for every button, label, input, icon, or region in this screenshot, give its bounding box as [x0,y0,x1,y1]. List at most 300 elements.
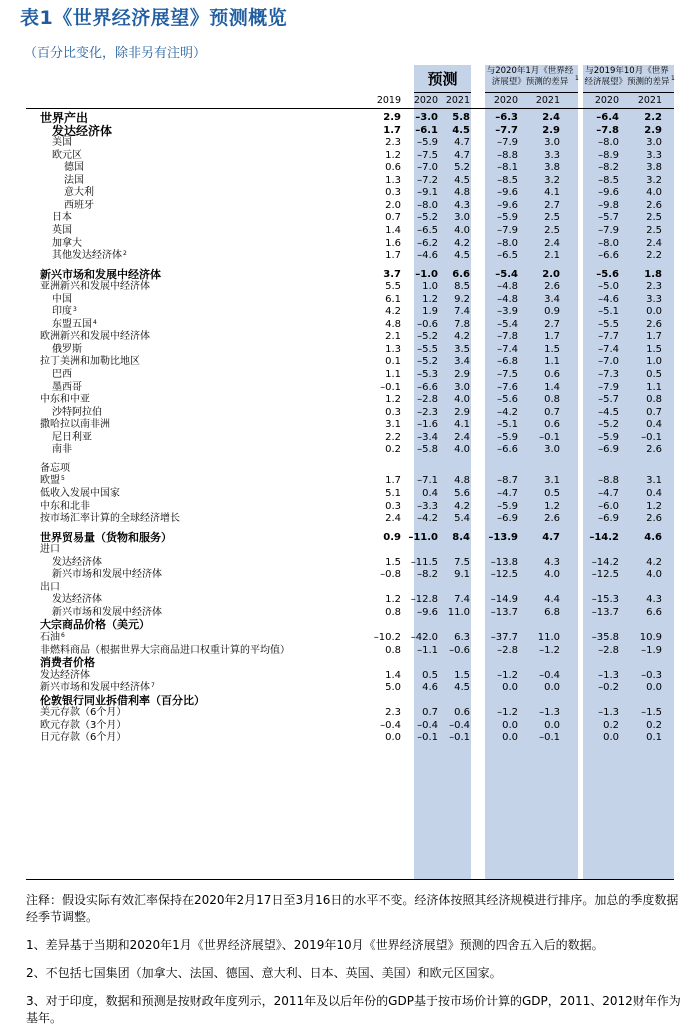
cell-col-2: 6.3 [454,632,470,643]
row-label: 中东和中亚 [40,394,90,406]
cell-col-2: 8.5 [454,281,470,293]
cell-col-0: 1.2 [385,394,401,406]
cell-col-2: 0.6 [454,707,470,719]
cell-col-2: 4.0 [454,444,470,456]
table-row [0,501,693,513]
footnotes [26,892,686,1027]
row-label: 南非 [52,444,72,456]
cell-col-5: –7.8 [596,124,619,136]
row-label: 新兴市场和发展中经济体 [52,569,162,581]
cell-col-0: 2.3 [385,707,401,719]
cell-col-0: 0.3 [385,406,401,418]
table-bottom-rule [26,879,674,880]
table-row [0,369,693,381]
row-label: 伦敦银行同业拆借利率（百分比） [40,693,205,707]
cell-col-6: 1.7 [646,331,662,343]
cell-col-0: 2.0 [385,199,401,211]
cell-col-0: 4.2 [385,306,401,318]
table-row [0,632,693,644]
cell-col-1: –2.8 [417,394,438,406]
row-label: 发达经济体 [52,556,102,568]
cell-col-6: 0.0 [646,682,662,694]
table-row [0,475,693,487]
cell-col-0: –10.2 [373,632,401,643]
cell-col-0: 0.9 [383,531,401,543]
cell-col-0: 2.3 [385,137,401,149]
cell-col-4: 4.0 [544,569,560,581]
row-label: 墨西哥 [52,381,82,393]
row-label: 大宗商品价格（美元） [40,618,150,632]
cell-col-3: –8.5 [497,174,518,186]
cell-col-2: 3.0 [454,381,470,393]
cell-col-1: –8.2 [417,569,438,581]
cell-col-3: –5.1 [497,419,518,431]
cell-col-4: 4.7 [542,531,560,543]
cell-col-3: –5.9 [497,212,518,224]
cell-col-0: 1.3 [385,343,401,355]
cell-col-6: 2.2 [646,250,662,262]
cell-col-4: 0.6 [544,419,560,431]
cell-col-0: 5.5 [385,281,401,293]
year-2020-diff1: 2020 [493,95,518,106]
cell-col-5: –5.7 [598,212,619,224]
cell-col-0: 1.1 [385,369,401,380]
cell-col-3: –1.2 [497,707,518,719]
cell-col-1: –11.5 [410,556,438,568]
row-label: 日本 [52,212,72,224]
cell-col-3: –8.7 [497,475,518,487]
cell-col-6: 2.2 [644,112,662,123]
cell-col-2: 7.4 [454,594,470,606]
table-row [0,269,693,281]
cell-col-3: –4.8 [497,293,518,305]
table-row [0,212,693,224]
cell-col-1: –1.1 [417,644,438,656]
diff1-underline [485,92,578,93]
row-label: 非燃料商品（根据世界大宗商品进口权重计算的平均值） [40,644,290,656]
cell-col-3: –37.7 [490,632,518,643]
cell-col-6: 6.6 [646,606,662,618]
cell-col-3: –6.8 [497,356,518,368]
table-row [0,720,693,732]
cell-col-6: 0.4 [646,419,662,431]
table-row [0,619,693,631]
cell-col-0: 2.4 [385,513,401,525]
cell-col-1: –6.6 [417,381,438,393]
cell-col-0: 0.6 [385,162,401,174]
cell-col-6: 2.4 [646,237,662,249]
cell-col-3: –7.5 [497,369,518,380]
cell-col-0: 4.8 [385,318,401,330]
cell-col-5: –5.7 [598,394,619,406]
cell-col-5: –7.4 [598,343,619,355]
cell-col-4: 2.5 [544,224,560,236]
cell-col-2: 4.1 [454,419,470,431]
row-footnote-ref: 4 [93,318,97,326]
cell-col-6: 10.9 [639,632,662,643]
cell-col-1: –5.9 [417,137,438,149]
cell-col-5: –12.5 [591,569,619,581]
cell-col-0: 0.3 [385,500,401,512]
cell-col-6: –0.3 [641,669,662,681]
table-row [0,695,693,707]
row-label: 石油 [40,632,60,643]
cell-col-4: 0.0 [544,719,560,731]
cell-col-2: –0.1 [449,732,470,744]
table-row [0,250,693,262]
diff-oct2019-text: 与2019年10月《世界经济展望》预测的差异 [584,66,670,87]
row-label: 日元存款（6个月） [40,732,127,744]
cell-col-4: 4.4 [544,594,560,606]
cell-col-5: –14.2 [589,531,619,543]
table-row [0,150,693,162]
cell-col-2: 4.5 [454,250,470,262]
table-row [0,200,693,212]
table-row [0,532,693,544]
table-subtitle: （百分比变化，除非另有注明） [24,46,207,61]
cell-col-4: 0.7 [544,406,560,418]
cell-col-2: 4.5 [452,124,470,136]
cell-col-0: 2.9 [383,112,401,123]
cell-col-6: 0.0 [646,306,662,318]
cell-col-6: –1.9 [641,644,662,656]
cell-col-5: –8.0 [598,237,619,249]
cell-col-6: 0.1 [646,732,662,744]
cell-col-4: 0.0 [544,682,560,694]
row-label: 尼日利亚 [52,431,92,443]
cell-col-3: –5.9 [497,500,518,512]
cell-col-5: –7.0 [598,356,619,368]
note-main: 注释：假设实际有效汇率保持在2020年2月17日至3月16日的水平不变。经济体按照其经济规模进行排序。加总的季度数据经季节调整。 [26,893,679,924]
cell-col-4: 3.0 [544,444,560,456]
row-label: 法国 [64,174,84,186]
cell-col-1: –5.2 [417,356,438,368]
table-row [0,657,693,669]
cell-col-3: –12.5 [490,569,518,581]
row-footnote-ref: 6 [61,632,65,639]
cell-col-1: –9.6 [417,606,438,618]
cell-col-6: 2.6 [646,444,662,456]
row-label: 德国 [64,162,84,174]
table-row [0,513,693,525]
cell-col-5: –6.9 [598,513,619,525]
cell-col-0: 1.2 [385,149,401,161]
cell-col-0: 1.7 [385,475,401,487]
row-label: 西班牙 [64,199,94,211]
cell-col-5: –7.9 [598,381,619,393]
cell-col-4: 4.1 [544,187,560,199]
cell-col-4: 6.8 [544,606,560,618]
cell-col-6: 2.3 [646,281,662,293]
cell-col-4: 2.9 [542,124,560,136]
cell-col-3: –13.9 [488,531,518,543]
cell-col-4: 2.4 [542,112,560,123]
cell-col-5: –0.2 [598,682,619,694]
cell-col-1: –5.8 [417,444,438,456]
cell-col-0: 1.4 [385,224,401,236]
cell-col-2: 4.0 [454,394,470,406]
cell-col-4: 2.0 [542,268,560,280]
cell-col-2: 4.7 [454,137,470,149]
cell-col-0: 2.2 [385,431,401,443]
cell-col-5: –7.7 [598,331,619,343]
table-row [0,444,693,456]
cell-col-1: 0.4 [422,487,438,499]
row-footnote-ref: 5 [61,475,65,483]
cell-col-3: –5.6 [497,394,518,406]
cell-col-2: 5.2 [454,162,470,174]
cell-col-6: 4.3 [646,594,662,606]
cell-col-1: –5.2 [417,331,438,343]
cell-col-6: 3.8 [646,162,662,174]
cell-col-4: 2.7 [544,199,560,211]
cell-col-2: 4.2 [454,237,470,249]
table-row [0,356,693,368]
cell-col-6: 2.9 [644,124,662,136]
cell-col-5: –4.5 [598,406,619,418]
table-row [0,281,693,293]
row-footnote-ref: 2 [123,250,127,258]
row-label: 美元存款（6个月） [40,707,127,719]
cell-col-2: 4.0 [454,224,470,236]
cell-col-0: 5.0 [385,682,401,694]
cell-col-3: –4.2 [497,406,518,418]
row-footnote-ref: 3 [73,306,77,314]
cell-col-4: –0.1 [539,732,560,744]
cell-col-5: –4.6 [598,293,619,305]
cell-col-0: –0.4 [380,719,401,731]
cell-col-5: –35.8 [591,632,619,643]
cell-col-0: 6.1 [385,293,401,305]
cell-col-3: –7.6 [497,381,518,393]
row-label: 沙特阿拉伯 [52,406,102,418]
cell-col-3: –7.7 [495,124,518,136]
year-2021-proj: 2021 [445,95,470,106]
row-label: 消费者价格 [40,656,95,670]
projections-header: 预测 [427,70,458,88]
cell-col-2: 3.5 [454,343,470,355]
cell-col-5: –6.6 [598,250,619,262]
cell-col-2: 7.4 [454,306,470,318]
diff-jan2020-header [485,66,578,88]
cell-col-5: –5.1 [598,306,619,318]
cell-col-4: 2.5 [544,212,560,224]
cell-col-5: –8.0 [598,137,619,149]
cell-col-1: –4.2 [417,513,438,525]
row-label: 中东和北非 [40,500,90,512]
cell-col-2: 11.0 [447,606,470,618]
row-label: 中国 [52,293,72,305]
cell-col-4: 4.3 [544,556,560,568]
cell-col-1: 0.5 [422,669,438,681]
cell-col-5: –9.8 [598,199,619,211]
row-label: 世界产出 [40,111,89,125]
cell-col-1: –4.6 [417,250,438,262]
cell-col-5: –7.3 [598,369,619,380]
cell-col-6: 0.2 [646,719,662,731]
cell-col-3: –7.9 [497,137,518,149]
table-row [0,306,693,318]
cell-col-0: 1.7 [383,124,401,136]
row-label: 新兴市场和发展中经济体 [40,267,161,281]
row-label: 备忘项 [40,462,70,474]
cell-col-1: –8.0 [417,199,438,211]
cell-col-5: –6.4 [596,112,619,123]
cell-col-5: –13.7 [591,606,619,618]
cell-col-4: 3.2 [544,174,560,186]
table-row [0,187,693,199]
cell-col-3: –3.9 [497,306,518,318]
cell-col-3: –5.9 [497,431,518,443]
table-row [0,670,693,682]
cell-col-0: 0.8 [385,644,401,656]
table-row [0,175,693,187]
cell-col-4: –0.4 [539,669,560,681]
table-row [0,463,693,475]
cell-col-6: 3.2 [646,174,662,186]
row-label: 加拿大 [52,237,82,249]
table-row [0,557,693,569]
cell-col-3: –5.4 [497,318,518,330]
cell-col-5: –8.9 [598,149,619,161]
cell-col-1: –12.8 [410,594,438,606]
table-row [0,432,693,444]
cell-col-2: 2.9 [454,369,470,380]
cell-col-1: 1.0 [422,281,438,293]
table-row [0,645,693,657]
cell-col-2: 4.8 [454,475,470,487]
row-label: 其他发达经济体 [52,250,122,262]
cell-col-5: –5.6 [596,268,619,280]
cell-col-5: –6.9 [598,444,619,456]
cell-col-6: 4.6 [644,531,662,543]
table-row [0,569,693,581]
cell-col-4: 3.8 [544,162,560,174]
cell-col-1: –11.0 [408,531,438,543]
row-label: 意大利 [64,187,94,199]
cell-col-3: –7.4 [497,343,518,355]
cell-col-0: 0.1 [385,356,401,368]
cell-col-3: 0.0 [502,682,518,694]
cell-col-1: –5.3 [417,369,438,380]
cell-col-3: –6.9 [497,513,518,525]
cell-col-6: 1.1 [646,381,662,393]
table-row [0,344,693,356]
cell-col-2: 6.6 [452,268,470,280]
cell-col-0: 0.0 [385,732,401,744]
cell-col-6: 0.7 [646,406,662,418]
cell-col-3: –5.4 [495,268,518,280]
row-label: 拉丁美洲和加勒比地区 [40,356,140,368]
year-2021-diff2: 2021 [637,95,662,106]
cell-col-2: 5.8 [452,112,470,123]
note-3: 3、对于印度，数据和预测是按财政年度列示，2011年及以后年份的GDP基于按市场价计算的GDP，2011、2012财年作为基年。 [26,994,681,1025]
cell-col-3: –4.7 [497,487,518,499]
cell-col-1: –7.1 [417,475,438,487]
cell-col-6: 1.5 [646,343,662,355]
cell-col-4: 1.5 [544,343,560,355]
cell-col-0: 0.2 [385,444,401,456]
cell-col-6: 0.4 [646,487,662,499]
table-row [0,707,693,719]
row-label: 世界贸易量（货物和服务） [40,530,172,544]
table-row [0,112,693,124]
cell-col-5: –5.0 [598,281,619,293]
cell-col-6: 0.5 [646,369,662,380]
cell-col-0: 0.8 [385,606,401,618]
cell-col-2: 7.5 [454,556,470,568]
cell-col-6: 2.6 [646,513,662,525]
cell-col-1: –2.3 [417,406,438,418]
cell-col-2: 4.5 [454,174,470,186]
cell-col-0: –0.8 [380,569,401,581]
table-row [0,594,693,606]
cell-col-3: –9.6 [497,199,518,211]
cell-col-6: 4.0 [646,569,662,581]
cell-col-3: –8.1 [497,162,518,174]
cell-col-2: 4.3 [454,199,470,211]
diff-jan2020-text: 与2020年1月《世界经济展望》预测的差异 [486,66,574,87]
cell-col-6: 3.3 [646,293,662,305]
cell-col-6: 4.0 [646,187,662,199]
cell-col-2: 5.4 [454,513,470,525]
table-row [0,125,693,137]
cell-col-4: 3.0 [544,137,560,149]
table-row [0,331,693,343]
cell-col-1: –1.0 [415,268,438,280]
cell-col-2: –0.6 [449,644,470,656]
table-row [0,488,693,500]
cell-col-6: 4.2 [646,556,662,568]
cell-col-1: –7.0 [417,162,438,174]
cell-col-1: –5.5 [417,343,438,355]
cell-col-4: 2.1 [544,250,560,262]
diff-jan2020-sup: 1 [575,75,579,83]
cell-col-2: 5.6 [454,487,470,499]
table-row [0,294,693,306]
table-row [0,238,693,250]
row-label: 进口 [40,544,60,556]
cell-col-0: 1.7 [385,250,401,262]
year-2020-diff2: 2020 [594,95,619,106]
cell-col-3: 0.0 [502,719,518,731]
cell-col-6: 3.3 [646,149,662,161]
cell-col-1: –3.4 [417,431,438,443]
cell-col-1: –6.5 [417,224,438,236]
cell-col-3: –14.9 [490,594,518,606]
cell-col-4: 3.1 [544,475,560,487]
cell-col-1: 1.9 [422,306,438,318]
cell-col-6: 1.0 [646,356,662,368]
cell-col-5: –8.5 [598,174,619,186]
cell-col-4: –1.2 [539,644,560,656]
cell-col-1: –3.0 [415,112,438,123]
cell-col-5: –1.3 [598,669,619,681]
cell-col-6: 1.2 [646,500,662,512]
cell-col-3: –2.8 [497,644,518,656]
proj-underline [414,92,471,93]
cell-col-1: –6.2 [417,237,438,249]
note-2: 2、不包括七国集团（加拿大、法国、德国、意大利、日本、英国、美国）和欧元区国家。 [26,966,502,980]
row-label: 按市场汇率计算的全球经济增长 [40,513,180,525]
cell-col-4: –0.1 [539,431,560,443]
cell-col-0: 0.7 [385,212,401,224]
cell-col-2: 4.2 [454,331,470,343]
cell-col-5: –2.8 [598,644,619,656]
cell-col-5: –5.2 [598,419,619,431]
diff2-underline [583,92,674,93]
cell-col-5: –4.7 [598,487,619,499]
